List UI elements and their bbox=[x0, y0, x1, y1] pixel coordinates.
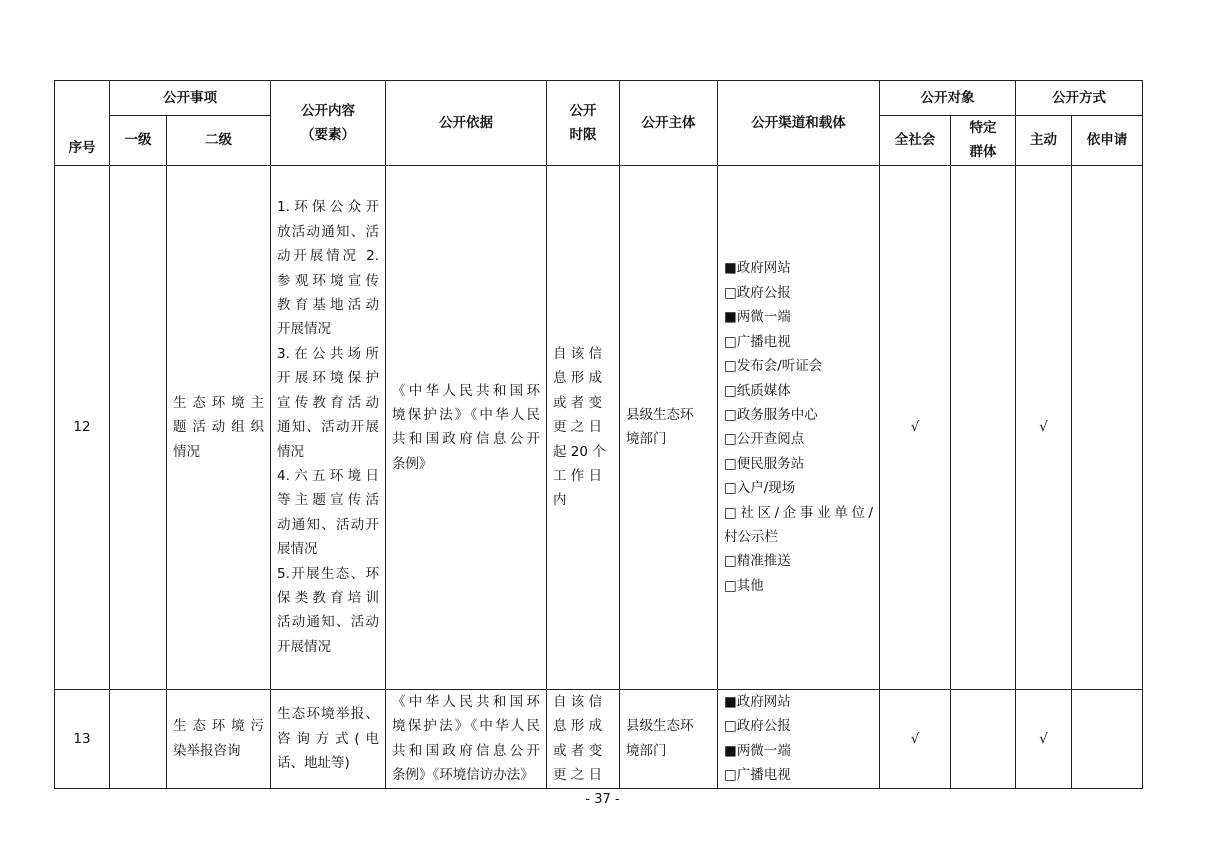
row-active-check: √ bbox=[1016, 689, 1072, 788]
channel-item: □广播电视 bbox=[724, 767, 791, 784]
header-content: 公开内容 （要素） bbox=[271, 81, 386, 166]
channel-item: □入户/现场 bbox=[724, 480, 796, 497]
row-time-limit: 自 该 信 息 形 成 或 者 变 更 之 日 bbox=[547, 689, 620, 788]
channel-item: ■两微一端 bbox=[724, 742, 791, 759]
row-on-request-check bbox=[1072, 689, 1143, 788]
channel-item: □政务服务中心 bbox=[724, 406, 818, 423]
header-time-limit: 公开 时限 bbox=[547, 81, 620, 166]
disclosure-table bbox=[54, 80, 1143, 789]
row-level2: 生态环境污 染举报咨询 bbox=[167, 689, 271, 788]
row-time-limit: 自 该 信 息 形 成 或 者 变 更 之 日 起 20 个 工 作 日 内 bbox=[547, 165, 620, 689]
row-on-request-check bbox=[1072, 165, 1143, 689]
header-audience: 公开对象 bbox=[880, 81, 1016, 116]
row-channels bbox=[718, 165, 880, 689]
row-level1 bbox=[110, 689, 167, 788]
channel-item: □社区/企事业单位/ bbox=[724, 504, 873, 521]
header-subject: 公开主体 bbox=[620, 81, 718, 166]
channel-item: □精准推送 bbox=[724, 553, 791, 570]
row-basis: 《中华人民共和国环 境保护法》《中华人民 共和国政府信息公开 条例》《环境信访办法》 bbox=[386, 689, 547, 788]
row-level2: 生态环境主 题活动组织 情况 bbox=[167, 165, 271, 689]
header-active: 主动 bbox=[1016, 116, 1072, 166]
channel-item: □广播电视 bbox=[724, 333, 791, 350]
row-level1 bbox=[110, 165, 167, 689]
channel-item: □其他 bbox=[724, 577, 764, 594]
row-basis: 《中华人民共和国环 境保护法》《中华人民 共和国政府信息公开 条例》 bbox=[386, 165, 547, 689]
channel-item: □纸质媒体 bbox=[724, 382, 791, 399]
channel-item: □政府公报 bbox=[724, 284, 791, 301]
row-all-society-check: √ bbox=[880, 165, 951, 689]
row-active-check: √ bbox=[1016, 165, 1072, 689]
row-seq: 13 bbox=[55, 689, 110, 788]
row-seq: 12 bbox=[55, 165, 110, 689]
header-specific-group: 特定 群体 bbox=[951, 116, 1016, 166]
page-number: - 37 - bbox=[585, 792, 620, 807]
header-basis: 公开依据 bbox=[386, 81, 547, 166]
channel-item: □发布会/听证会 bbox=[724, 358, 823, 375]
table-row bbox=[55, 689, 1143, 788]
channel-item: ■政府网站 bbox=[724, 260, 791, 277]
row-specific-group-check bbox=[951, 689, 1016, 788]
row-specific-group-check bbox=[951, 165, 1016, 689]
row-content: 1.环保公众开 放活动通知、活 动开展情况 2. 参观环境宣传 教育基地活动 开展情况 3.在公共场所 开展环境保护 宣传教育活动 通知、活动开展 情况 4.六五环境日 等主题宣传活 动通知、活动开 展情况 5.开展生态、环 保类教育培训 活动通知、活动 开展情况 bbox=[271, 165, 386, 689]
header-on-request: 依申请 bbox=[1072, 116, 1143, 166]
channel-item: □政府公报 bbox=[724, 718, 791, 735]
header-level1: 一级 bbox=[110, 116, 167, 166]
channel-item: 村公示栏 bbox=[724, 528, 778, 545]
header-channel: 公开渠道和载体 bbox=[718, 81, 880, 166]
channel-item: □公开查阅点 bbox=[724, 431, 805, 448]
header-seq: 序号 bbox=[55, 81, 110, 166]
channel-item: ■政府网站 bbox=[724, 693, 791, 710]
channel-item: □便民服务站 bbox=[724, 455, 805, 472]
table-row bbox=[55, 165, 1143, 689]
row-channels bbox=[718, 689, 880, 788]
header-level2: 二级 bbox=[167, 116, 271, 166]
header-all-society: 全社会 bbox=[880, 116, 951, 166]
row-subject: 县级生态环 境部门 bbox=[620, 165, 718, 689]
channel-item: ■两微一端 bbox=[724, 309, 791, 326]
row-content: 生态环境举报、 咨询方式(电 话、地址等) bbox=[271, 689, 386, 788]
row-all-society-check: √ bbox=[880, 689, 951, 788]
row-subject: 县级生态环 境部门 bbox=[620, 689, 718, 788]
header-matter: 公开事项 bbox=[110, 81, 271, 116]
header-method: 公开方式 bbox=[1016, 81, 1143, 116]
